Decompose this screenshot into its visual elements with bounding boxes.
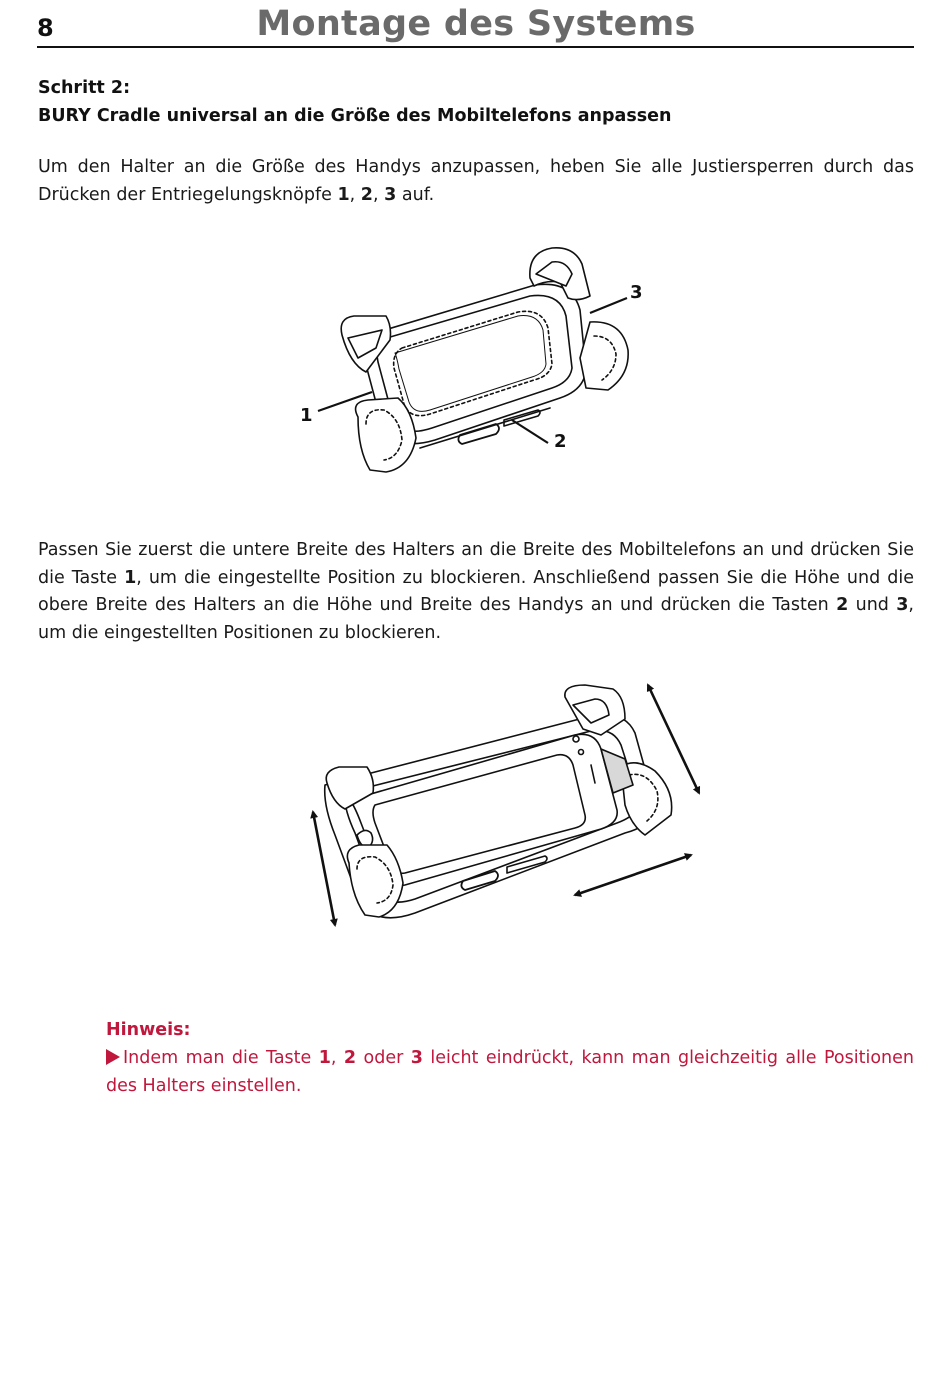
separator: , — [330, 1048, 344, 1068]
button-ref-1: 1 — [337, 184, 350, 205]
button-ref-2: 2 — [836, 595, 849, 615]
button-ref-1: 1 — [318, 1048, 331, 1068]
intro-end: auf. — [396, 184, 435, 205]
header-rule — [37, 46, 914, 48]
separator: , — [349, 184, 361, 205]
note-text-part: leicht eindrückt, kann man gleichzeitig alle Positionen des Halters einstellen. — [106, 1048, 914, 1096]
separator: , — [372, 184, 385, 205]
play-arrow-icon — [106, 1049, 120, 1065]
button-ref-2: 2 — [360, 184, 373, 205]
button-ref-3: 3 — [410, 1048, 423, 1068]
instructions-text: , um die eingestellte Position zu blockieren. Anschließend passen Sie die Höhe und die obere Breite des Halters an die Höhe und Breite des Handys an und drücken die Tasten — [38, 567, 914, 615]
cradle-release-buttons-illustration — [290, 240, 660, 485]
note-text-part: Indem man die Taste — [123, 1048, 319, 1068]
button-ref-3: 3 — [896, 595, 909, 615]
cradle-adjustment-illustration — [295, 675, 715, 940]
button-ref-2: 2 — [343, 1048, 357, 1068]
instructions-text: Passen Sie zuerst die untere Breite des Halters an die Breite des Mobiltelefons an und drücken Sie die Taste — [38, 540, 914, 588]
note-heading: Hinweis: — [106, 1020, 191, 1040]
note-text — [106, 1044, 914, 1100]
step-heading — [38, 74, 672, 130]
instructions-text: und — [848, 595, 897, 615]
page-number: 8 — [37, 14, 54, 42]
callout-3: 3 — [630, 282, 643, 303]
callout-1: 1 — [300, 405, 313, 426]
note-text-part: oder — [356, 1048, 411, 1068]
instructions-text: , um die eingestellten Positionen zu blockieren. — [38, 595, 914, 643]
callout-2: 2 — [554, 431, 567, 452]
intro-paragraph — [38, 154, 914, 209]
button-ref-1: 1 — [124, 567, 137, 588]
step-label: Schritt 2: — [38, 78, 131, 98]
intro-text: Um den Halter an die Größe des Handys anzupassen, heben Sie alle Justiersperren durch das Drücken der Entriegelungsknöpfe — [38, 157, 914, 205]
button-ref-3: 3 — [384, 184, 397, 205]
step-title: BURY Cradle universal an die Größe des Mobiltelefons anpassen — [38, 106, 672, 126]
instructions-paragraph — [38, 537, 914, 647]
page-title: Montage des Systems — [256, 4, 696, 44]
note-box — [106, 1016, 914, 1100]
